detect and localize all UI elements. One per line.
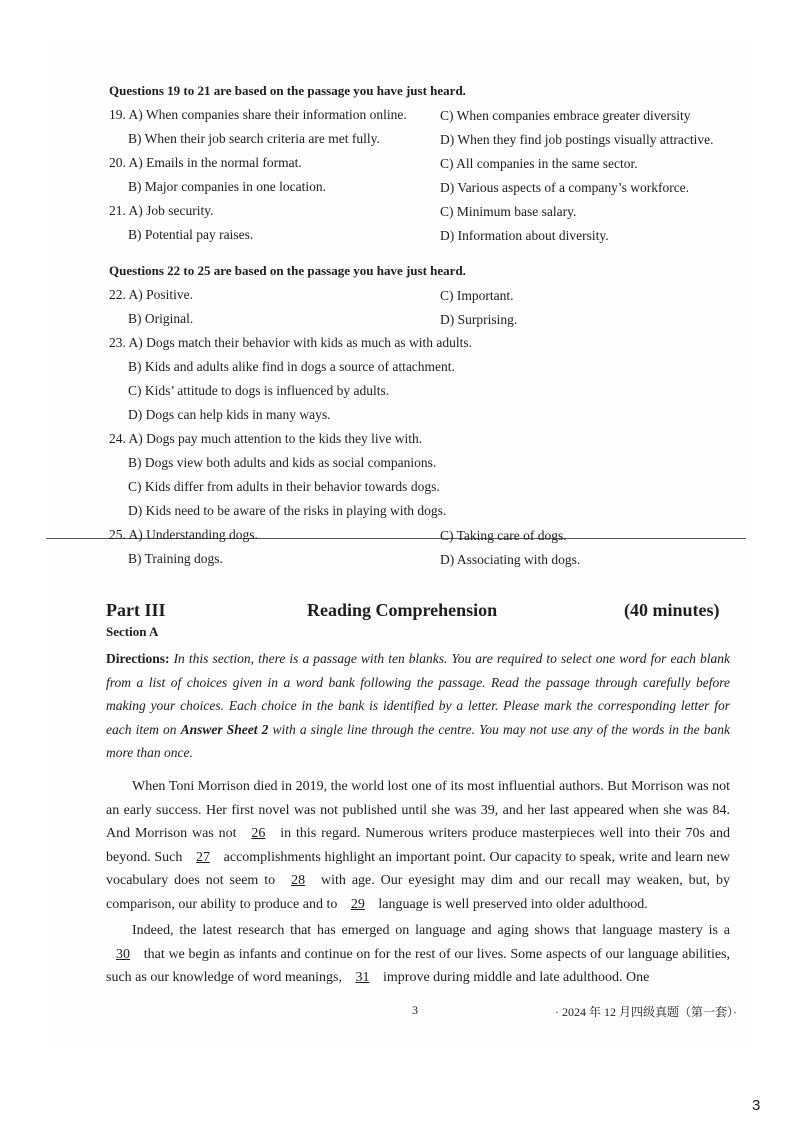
q23-option-a: 23. A) Dogs match their behavior with kids as much as with adults. (109, 335, 472, 350)
q20-option-b: B) Major companies in one location. (128, 179, 326, 194)
directions-label: Directions: (106, 651, 170, 666)
directions-text-end: with a single line through the centre. You may not use any of the words in the bank more than once. (106, 721, 730, 761)
blank-31: 31 (355, 970, 370, 986)
viewer-page-number: 3 (752, 1097, 761, 1114)
q22-option-b: B) Original. (128, 311, 194, 326)
q20-option-d: D) Various aspects of a company’s workforce. (440, 180, 690, 195)
q19-option-a: 19. A) When companies share their information online. (109, 107, 407, 122)
passage-text: with age. Our eyesight may dim and our recall may weaken, but, by comparison, our ability to produce and to (106, 873, 730, 912)
q21-option-c: C) Minimum base salary. (440, 204, 577, 219)
part-title: Reading Comprehension (307, 600, 498, 620)
section-heading-19-21: Questions 19 to 21 are based on the passage you have just heard. (109, 83, 466, 98)
q21-option-a: 21. A) Job security. (109, 203, 214, 218)
blank-27: 27 (196, 849, 210, 865)
passage-paragraph-1 (106, 775, 730, 917)
q23-option-c: C) Kids’ attitude to dogs is influenced by adults. (128, 383, 390, 398)
footer-page-number: 3 (412, 1003, 418, 1017)
q19-option-d: D) When they find job postings visually attractive. (440, 132, 714, 147)
part-time: (40 minutes) (624, 600, 720, 620)
section-heading-22-25: Questions 22 to 25 are based on the passage you have just heard. (109, 263, 466, 278)
q22-option-a: 22. A) Positive. (109, 287, 194, 302)
q25-option-a: 25. A) Understanding dogs. (109, 527, 258, 542)
q24-option-a: 24. A) Dogs pay much attention to the kids they live with. (109, 431, 423, 446)
passage-text: improve during middle and late adulthood. One (379, 970, 650, 986)
q23-option-d: D) Dogs can help kids in many ways. (128, 407, 331, 422)
q22-option-c: C) Important. (440, 288, 514, 303)
part-label: Part III (106, 600, 166, 620)
passage-text: language is well preserved into older adulthood. (374, 896, 648, 912)
blank-28: 28 (291, 873, 306, 889)
q20-option-a: 20. A) Emails in the normal format. (109, 155, 302, 170)
blank-29: 29 (350, 896, 365, 912)
q24-option-b: B) Dogs view both adults and kids as social companions. (128, 455, 437, 470)
footer-source: · 2024 年 12 月四级真题（第一套）· (555, 1005, 737, 1019)
q24-option-d: D) Kids need to be aware of the risks in playing with dogs. (128, 503, 447, 518)
q25-option-b: B) Training dogs. (128, 551, 223, 566)
q20-option-c: C) All companies in the same sector. (440, 156, 638, 171)
q22-option-d: D) Surprising. (440, 312, 518, 327)
blank-30: 30 (116, 946, 130, 962)
q25-option-c: C) Taking care of dogs. (440, 528, 567, 543)
section-label: Section A (106, 624, 159, 639)
q21-option-b: B) Potential pay raises. (128, 227, 254, 242)
q19-option-c: C) When companies embrace greater diversity (440, 108, 691, 123)
q23-option-b: B) Kids and adults alike find in dogs a source of attachment. (128, 359, 455, 374)
blank-26: 26 (251, 826, 266, 842)
directions (106, 647, 730, 765)
passage-paragraph-2 (106, 919, 730, 990)
directions-text: In this section, there is a passage with ten blanks. You are required to select one word for each blank from a list of choices given in a word bank following the passage. Read the passage through carefully before making your choices. Each choice in the bank is identified by a letter. Please mark the corresponding letter for each item on (106, 651, 730, 737)
passage-text: that we begin as infants and continue on for the rest of our lives. Some aspects of our language abilities, such as our knowledge of word meanings, (106, 946, 730, 986)
passage-text: in this regard. Numerous writers produce masterpieces well into their 70s and beyond. Such (106, 826, 730, 865)
passage-text: accomplishments highlight an important point. Our capacity to speak, write and learn new vocabulary does not seem to (106, 849, 730, 889)
q19-option-b: B) When their job search criteria are met fully. (128, 131, 380, 146)
q21-option-d: D) Information about diversity. (440, 228, 609, 243)
q25-option-d: D) Associating with dogs. (440, 552, 581, 567)
passage-text: Indeed, the latest research that has emerged on language and aging shows that language mastery is a (132, 923, 730, 938)
q24-option-c: C) Kids differ from adults in their behavior towards dogs. (128, 479, 440, 494)
passage-text: When Toni Morrison died in 2019, the world lost one of its most influential authors. But Morrison was not an early success. Her first novel was not published until she was 39, and her last appeared when she was 84. And Morrison was not (106, 779, 730, 842)
answer-sheet-ref: Answer Sheet 2 (180, 721, 269, 737)
